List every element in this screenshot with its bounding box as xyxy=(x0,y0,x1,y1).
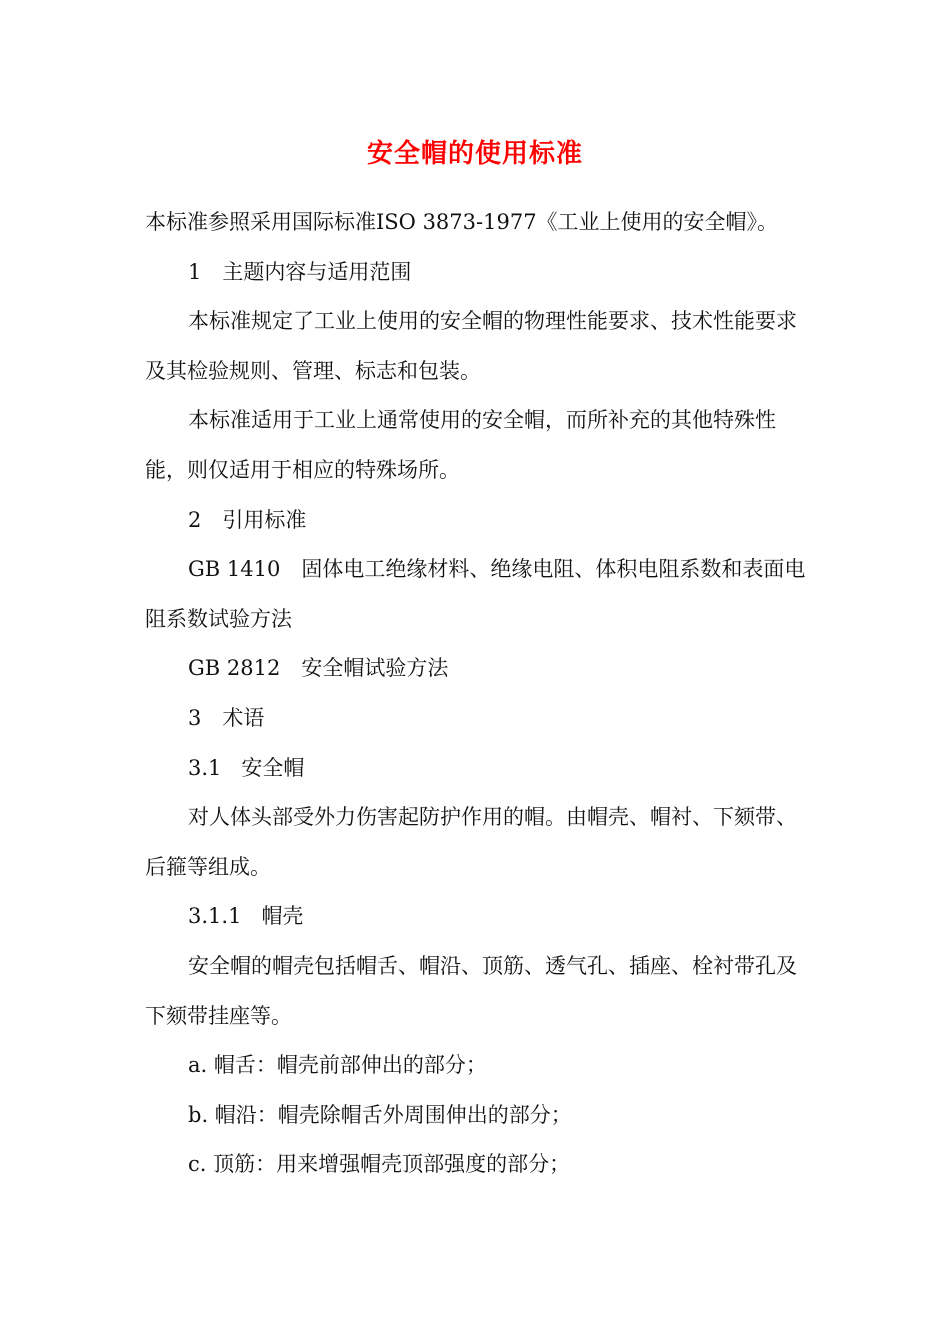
list-item-c: c. 顶筋：用来增强帽壳顶部强度的部分； xyxy=(188,1152,571,1177)
reference-2 xyxy=(145,644,810,694)
section-3-heading xyxy=(145,694,810,744)
list-item-a: a. 帽舌：帽壳前部伸出的部分； xyxy=(188,1053,487,1078)
intro-paragraph: 本标准参照采用国际标准ISO 3873-1977《工业上使用的安全帽》。 xyxy=(145,210,779,234)
section-1-title: 主题内容与适用范围 xyxy=(222,259,412,284)
reference-2-title: 安全帽试验方法 xyxy=(301,656,449,681)
reference-1 xyxy=(145,545,810,644)
section-3-1-1-number: 3.1.1 xyxy=(188,904,242,929)
section-3-1-title: 安全帽 xyxy=(241,755,305,780)
section-3-1-1-title: 帽壳 xyxy=(261,904,304,929)
section-3-title: 术语 xyxy=(222,705,265,730)
section-3-1-paragraph: 对人体头部受外力伤害起防护作用的帽。由帽壳、帽衬、下颏带、后箍等组成。 xyxy=(145,805,797,879)
list-item-b: b. 帽沿：帽壳除帽舌外周围伸出的部分； xyxy=(188,1102,572,1127)
section-3-number: 3 xyxy=(188,705,202,730)
section-1-heading xyxy=(145,248,810,298)
document-body xyxy=(145,198,810,1190)
section-2-title: 引用标准 xyxy=(222,507,307,532)
reference-1-title: 固体电工绝缘材料、绝缘电阻、体积电阻系数和表面电阻系数试验方法 xyxy=(145,557,806,631)
section-1-number: 1 xyxy=(188,259,202,284)
section-1-paragraph-2: 本标准适用于工业上通常使用的安全帽，而所补充的其他特殊性能，则仅适用于相应的特殊场所。 xyxy=(145,408,776,482)
reference-1-code: GB 1410 xyxy=(188,557,281,582)
document-title: 安全帽的使用标准 xyxy=(366,139,583,169)
section-2-heading xyxy=(145,496,810,546)
section-3-1-heading xyxy=(145,744,810,794)
reference-2-code: GB 2812 xyxy=(188,656,281,681)
section-3-1-1-paragraph: 安全帽的帽壳包括帽舌、帽沿、顶筋、透气孔、插座、栓衬带孔及下颏带挂座等。 xyxy=(145,953,797,1028)
section-3-1-number: 3.1 xyxy=(188,755,222,780)
section-3-1-1-heading xyxy=(145,892,810,942)
section-2-number: 2 xyxy=(188,507,202,532)
section-1-paragraph-1: 本标准规定了工业上使用的安全帽的物理性能要求、技术性能要求及其检验规则、管理、标志和包装。 xyxy=(145,309,797,383)
